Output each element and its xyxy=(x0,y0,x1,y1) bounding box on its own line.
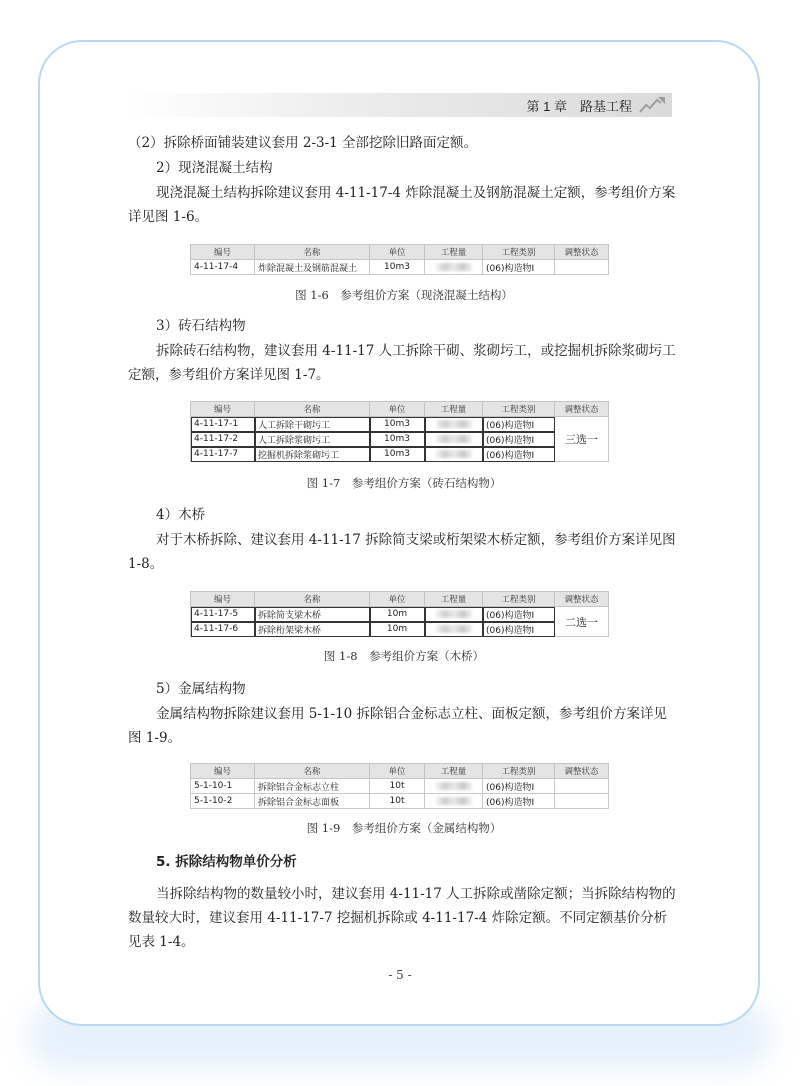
table-row xyxy=(191,607,609,622)
col-name: 名称 xyxy=(255,402,370,417)
col-status: 调整状态 xyxy=(555,764,609,779)
col-name: 名称 xyxy=(255,245,370,260)
paragraph-unit-price: 当拆除结构物的数量较小时，建议套用 4-11-17 人工拆除或凿除定额；当拆除结构物的数量较大时，建议套用 4-11-17-7 挖掘机拆除或 4-11-17-4 炸除定额。不同定额基价分析见表 1-4。 xyxy=(128,886,676,950)
cell-name: 拆除桁架梁木桥 xyxy=(255,622,370,637)
cell-quantity-redacted xyxy=(425,794,483,809)
cell-unit: 10m xyxy=(370,607,425,622)
table-row xyxy=(191,260,609,275)
table-header-row xyxy=(191,402,609,417)
col-code: 编号 xyxy=(191,245,255,260)
cell-name: 拆除铝合金标志立柱 xyxy=(255,779,370,794)
cell-status-choose-one: 三选一 xyxy=(555,417,609,462)
page-number: - 5 - xyxy=(388,968,412,982)
cell-category: (06)构造物Ⅰ xyxy=(483,779,555,794)
col-category: 工程类别 xyxy=(483,764,555,779)
cell-code: 4-11-17-4 xyxy=(191,260,255,275)
cell-unit: 10m3 xyxy=(370,260,425,275)
table-header-row xyxy=(191,592,609,607)
cell-status xyxy=(555,260,609,275)
table-row xyxy=(191,447,609,462)
col-quantity: 工程量 xyxy=(425,592,483,607)
cell-quantity-redacted xyxy=(425,779,483,794)
table-row xyxy=(191,622,609,637)
subheading-timber: 4）木桥 xyxy=(156,507,206,523)
col-status: 调整状态 xyxy=(555,592,609,607)
col-code: 编号 xyxy=(191,592,255,607)
table-row xyxy=(191,432,609,447)
cell-code: 5-1-10-2 xyxy=(191,794,255,809)
cell-status-choose-one: 二选一 xyxy=(555,607,609,637)
cell-code: 5-1-10-1 xyxy=(191,779,255,794)
caption-1-7: 图 1-7 参考组价方案（砖石结构物） xyxy=(306,476,502,490)
caption-1-8: 图 1-8 参考组价方案（木桥） xyxy=(323,649,485,663)
cell-status xyxy=(555,794,609,809)
paragraph-1: （2）拆除桥面铺装建议套用 2-3-1 全部挖除旧路面定额。 xyxy=(128,135,478,151)
cell-quantity-redacted xyxy=(425,447,483,462)
quota-table-1-7 xyxy=(190,401,609,462)
cell-quantity-redacted xyxy=(425,432,483,447)
subheading-metal: 5）金属结构物 xyxy=(156,681,246,697)
cell-code: 4-11-17-7 xyxy=(191,447,255,462)
quota-table-1-8 xyxy=(190,591,609,637)
col-code: 编号 xyxy=(191,764,255,779)
cell-unit: 10t xyxy=(370,794,425,809)
cell-code: 4-11-17-5 xyxy=(191,607,255,622)
cell-unit: 10m3 xyxy=(370,447,425,462)
col-quantity: 工程量 xyxy=(425,402,483,417)
col-unit: 单位 xyxy=(370,245,425,260)
cell-name: 拆除铝合金标志面板 xyxy=(255,794,370,809)
cell-category: (06)构造物Ⅰ xyxy=(483,447,555,462)
cell-name: 挖掘机拆除浆砌圬工 xyxy=(255,447,370,462)
cell-category: (06)构造物Ⅰ xyxy=(483,622,555,637)
cell-category: (06)构造物Ⅰ xyxy=(483,260,555,275)
chapter-header xyxy=(124,93,672,117)
col-name: 名称 xyxy=(255,764,370,779)
table-row xyxy=(191,794,609,809)
col-quantity: 工程量 xyxy=(425,245,483,260)
subheading-masonry: 3）砖石结构物 xyxy=(156,318,246,334)
col-code: 编号 xyxy=(191,402,255,417)
cell-name: 人工拆除浆砌圬工 xyxy=(255,432,370,447)
cell-name: 炸除混凝土及钢筋混凝土 xyxy=(255,260,370,275)
table-header-row xyxy=(191,764,609,779)
cell-quantity-redacted xyxy=(425,607,483,622)
col-unit: 单位 xyxy=(370,764,425,779)
cell-name: 拆除简支梁木桥 xyxy=(255,607,370,622)
cell-unit: 10m3 xyxy=(370,432,425,447)
paragraph-masonry: 拆除砖石结构物，建议套用 4-11-17 人工拆除干砌、浆砌圬工，或挖掘机拆除浆砌圬工定额，参考组价方案详见图 1-7。 xyxy=(128,343,676,383)
caption-1-9: 图 1-9 参考组价方案（金属结构物） xyxy=(306,821,502,835)
col-quantity: 工程量 xyxy=(425,764,483,779)
chart-line-icon xyxy=(638,95,666,115)
cell-code: 4-11-17-2 xyxy=(191,432,255,447)
col-category: 工程类别 xyxy=(483,592,555,607)
quota-table-1-6 xyxy=(190,244,609,275)
paragraph-timber: 对于木桥拆除、建议套用 4-11-17 拆除简支梁或桁架梁木桥定额，参考组价方案详见图 1-8。 xyxy=(128,532,676,572)
chapter-title: 第 1 章 路基工程 xyxy=(526,99,632,114)
cell-quantity-redacted xyxy=(425,622,483,637)
cell-unit: 10m3 xyxy=(370,417,425,432)
table-row xyxy=(191,417,609,432)
paragraph-metal: 金属结构物拆除建议套用 5-1-10 拆除铝合金标志立柱、面板定额，参考组价方案详见图 1-9。 xyxy=(128,706,668,746)
col-status: 调整状态 xyxy=(555,402,609,417)
subheading-concrete: 2）现浇混凝土结构 xyxy=(156,160,273,176)
col-unit: 单位 xyxy=(370,402,425,417)
col-category: 工程类别 xyxy=(483,402,555,417)
cell-name: 人工拆除干砌圬工 xyxy=(255,417,370,432)
quota-table-1-9 xyxy=(190,763,609,809)
cell-unit: 10m xyxy=(370,622,425,637)
caption-1-6: 图 1-6 参考组价方案（现浇混凝土结构） xyxy=(295,288,513,302)
cell-status xyxy=(555,779,609,794)
table-header-row xyxy=(191,245,609,260)
table-row xyxy=(191,779,609,794)
cell-code: 4-11-17-1 xyxy=(191,417,255,432)
cell-unit: 10t xyxy=(370,779,425,794)
cell-category: (06)构造物Ⅰ xyxy=(483,417,555,432)
cell-code: 4-11-17-6 xyxy=(191,622,255,637)
col-category: 工程类别 xyxy=(483,245,555,260)
cell-quantity-redacted xyxy=(425,260,483,275)
cell-quantity-redacted xyxy=(425,417,483,432)
paragraph-concrete: 现浇混凝土结构拆除建议套用 4-11-17-4 炸除混凝土及钢筋混凝土定额，参考组价方案详见图 1-6。 xyxy=(128,185,676,225)
col-name: 名称 xyxy=(255,592,370,607)
col-unit: 单位 xyxy=(370,592,425,607)
col-status: 调整状态 xyxy=(555,245,609,260)
cell-category: (06)构造物Ⅰ xyxy=(483,794,555,809)
cell-category: (06)构造物Ⅰ xyxy=(483,607,555,622)
cell-category: (06)构造物Ⅰ xyxy=(483,432,555,447)
section-heading-unit-price: 5. 拆除结构物单价分析 xyxy=(156,854,297,870)
